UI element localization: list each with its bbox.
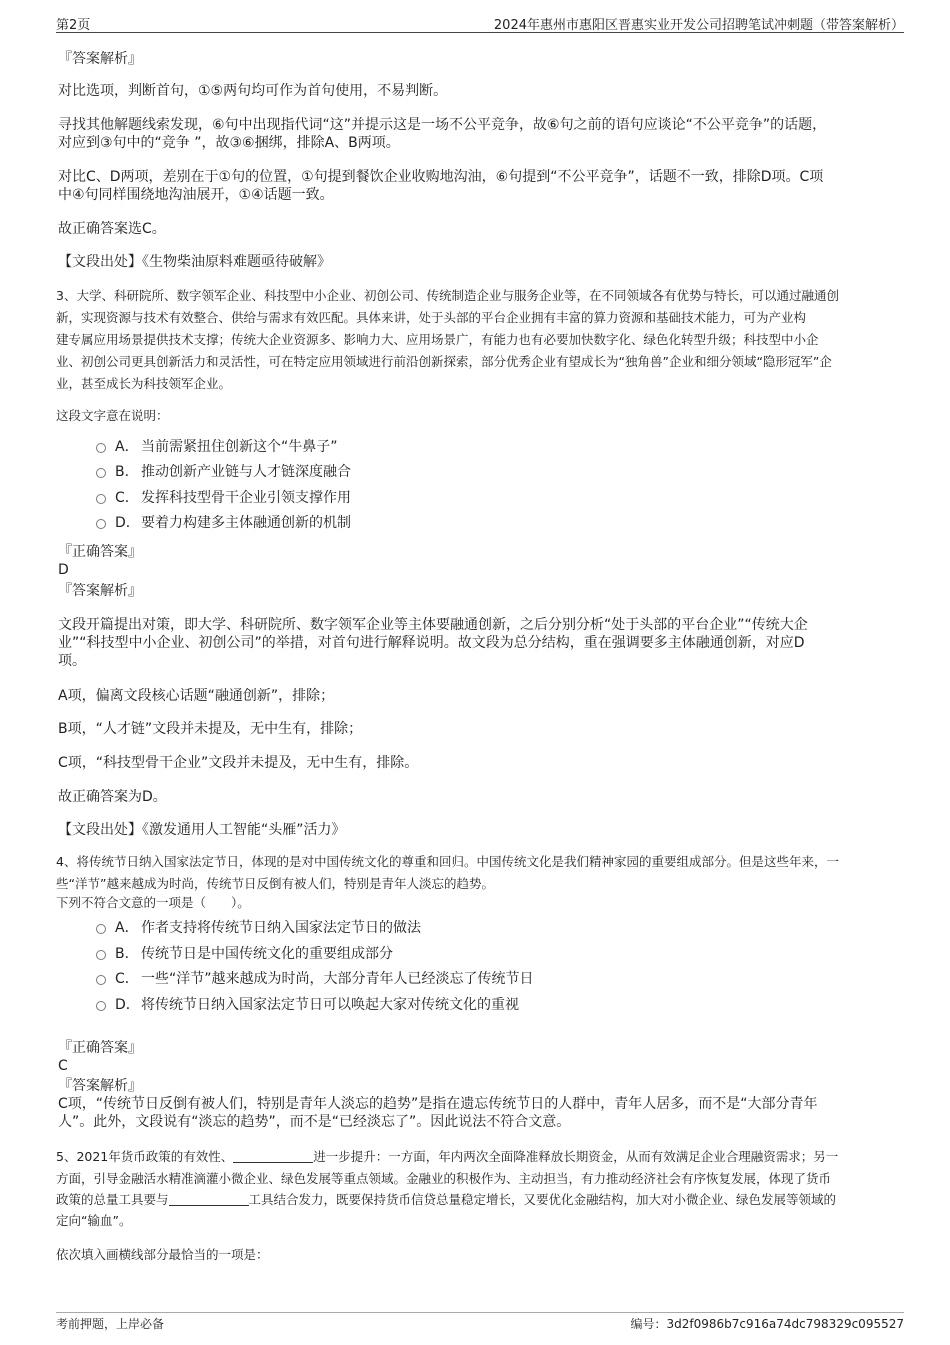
q3-option-c[interactable]: C． 发挥科技型骨干企业引领支撑作用 <box>96 489 351 507</box>
radio-icon[interactable] <box>96 950 106 960</box>
footer-slogan: 考前押题，上岸必备 <box>56 1317 165 1331</box>
page-number: 第2页 <box>56 18 91 33</box>
q4-option-a[interactable]: A． 作者支持将传统节日纳入国家法定节日的做法 <box>96 919 421 937</box>
q5-question: 依次填入画横线部分最恰当的一项是： <box>56 1247 269 1262</box>
q3-analysis-3: 项。 <box>58 653 86 669</box>
q2-analysis-p2a: 寻找其他解题线索发现，⑥句中出现指代词“这”并提示这是一场不公平竞争，故⑥句之前的语句应谈论“不公平竞争”的话题， <box>58 117 827 133</box>
radio-icon[interactable] <box>96 443 106 453</box>
q2-analysis-p2b: 对应到③句中的“竞争 ”，故③⑥捆绑，排除A、B两项。 <box>58 135 400 151</box>
q3-stem-4: 业、初创公司更具创新活力和灵活性，可在特定应用领域进行前沿创新探索，部分优秀企业有望成长为“独角兽”企业和细分领域“隐形冠军”企 <box>56 354 832 369</box>
blank-line <box>233 1150 313 1163</box>
q5-stem-4: 定向“输血”。 <box>56 1213 132 1228</box>
radio-icon[interactable] <box>96 975 106 985</box>
q4-analysis-2: 人”。此外，文段说有“淡忘的趋势”，而不是“已经淡忘了”。因此说法不符合文意。 <box>58 1114 571 1130</box>
page-header <box>56 12 904 33</box>
document-title: 2024年惠州市惠阳区晋惠实业开发公司招聘笔试冲刺题（带答案解析） <box>493 18 904 33</box>
q3-option-b[interactable]: B． 推动创新产业链与人才链深度融合 <box>96 463 351 481</box>
q4-option-d[interactable]: D．将传统节日纳入国家法定节日可以唤起大家对传统文化的重视 <box>96 996 519 1014</box>
radio-icon[interactable] <box>96 1001 106 1011</box>
q4-option-b[interactable]: B． 传统节日是中国传统文化的重要组成部分 <box>96 945 393 963</box>
q2-analysis-p3b: 中④句同样围绕地沟油展开，①④话题一致。 <box>58 187 334 203</box>
q2-analysis-p4: 故正确答案选C。 <box>58 221 166 237</box>
q3-stem-3: 建专属应用场景提供技术支撑；传统大企业资源多、影响力大、应用场景广，有能力也有必要加快数字化、绿色化转型升级；科技型中小企 <box>56 332 819 347</box>
q4-analysis-1: C项，“传统节日反倒有被人们，特别是青年人淡忘的趋势”是指在遗忘传统节日的人群中，青年人居多，而不是“大部分青年 <box>58 1096 818 1112</box>
q3-question: 这段文字意在说明： <box>56 408 169 423</box>
radio-icon[interactable] <box>96 924 106 934</box>
q4-answer-label: 『正确答案』 <box>58 1040 142 1056</box>
q3-analysis-2: 业”“科技型中小企业、初创公司”的举措，对首句进行解释说明。故文段为总分结构，重在强调要多主体融通创新，对应D <box>58 635 805 651</box>
q3-analysis-5: B项，“人才链”文段并未提及，无中生有，排除； <box>58 721 363 737</box>
page-footer <box>56 1312 904 1331</box>
q3-analysis-4: A项，偏离文段核心话题“融通创新”，排除； <box>58 688 335 704</box>
q3-answer-label: 『正确答案』 <box>58 544 142 560</box>
q2-analysis-p3a: 对比C、D两项，差别在于①句的位置，①句提到餐饮企业收购地沟油，⑥句提到“不公平竞争”，话题不一致，排除D项。C项 <box>58 169 824 185</box>
q4-stem-1: 4、将传统节日纳入国家法定节日，体现的是对中国传统文化的尊重和回归。中国传统文化是我们精神家园的重要组成部分。但是这些年来，一 <box>56 854 839 869</box>
radio-icon[interactable] <box>96 468 106 478</box>
q5-stem-1: 5、2021年货币政策的有效性、 进一步提升：一方面，年内两次全面降准释放长期资金，从而有效满足企业合理融资需求；另一 <box>56 1149 839 1164</box>
radio-icon[interactable] <box>96 519 106 529</box>
q3-analysis-7: 故正确答案为D。 <box>58 789 167 805</box>
q3-analysis-6: C项，“科技型骨干企业”文段并未提及，无中生有，排除。 <box>58 755 419 771</box>
q3-analysis-1: 文段开篇提出对策，即大学、科研院所、数字领军企业等主体要融通创新，之后分别分析“处于头部的平台企业”“传统大企 <box>58 617 808 633</box>
q2-analysis-p1: 对比选项，判断首句，①⑤两句均可作为首句使用，不易判断。 <box>58 83 448 99</box>
q4-analysis-label: 『答案解析』 <box>58 1078 142 1094</box>
q3-option-a[interactable]: A． 当前需紧扭住创新这个“牛鼻子” <box>96 438 338 456</box>
q3-stem-1: 3、大学、科研院所、数字领军企业、科技型中小企业、初创公司、传统制造企业与服务企业等，在不同领域各有优势与特长，可以通过融通创 <box>56 288 839 303</box>
q5-stem-3: 政策的总量工具要与 工具结合发力，既要保持货币信贷总量稳定增长，又要优化金融结构，加大对小微企业、绿色发展等领域的 <box>56 1192 837 1207</box>
q3-option-d[interactable]: D．要着力构建多主体融通创新的机制 <box>96 514 351 532</box>
radio-icon[interactable] <box>96 494 106 504</box>
q4-stem-3: 下列不符合文意的一项是（ ）。 <box>56 895 250 910</box>
q3-stem-5: 业，甚至成长为科技领军企业。 <box>56 376 232 391</box>
q2-analysis-label: 『答案解析』 <box>58 51 142 67</box>
q2-source: 【文段出处】《生物柴油原料难题亟待破解》 <box>58 254 331 270</box>
q3-source: 【文段出处】《激发通用人工智能“头雁”活力》 <box>58 822 346 838</box>
q3-stem-2: 新，实现资源与技术有效整合、供给与需求有效匹配。具体来讲，处于头部的平台企业拥有丰富的算力资源和基础技术能力，可为产业构 <box>56 310 807 325</box>
blank-line <box>169 1193 249 1206</box>
q4-answer: C <box>58 1058 68 1074</box>
q4-stem-2: 些“洋节”越来越成为时尚，传统节日反倒有被人们，特别是青年人淡忘的趋势。 <box>56 876 494 891</box>
q4-option-c[interactable]: C． 一些“洋节”越来越成为时尚，大部分青年人已经淡忘了传统节日 <box>96 970 534 988</box>
q3-analysis-label: 『答案解析』 <box>58 583 142 599</box>
q5-stem-2: 方面，引导金融活水精准滴灌小微企业、绿色发展等重点领域。金融业的积极作为、主动担当，有力推动经济社会有序恢复发展，体现了货币 <box>56 1171 832 1186</box>
document-id: 编号：3d2f0986b7c916a74dc798329c095527 <box>630 1317 904 1331</box>
q3-answer: D <box>58 562 69 578</box>
